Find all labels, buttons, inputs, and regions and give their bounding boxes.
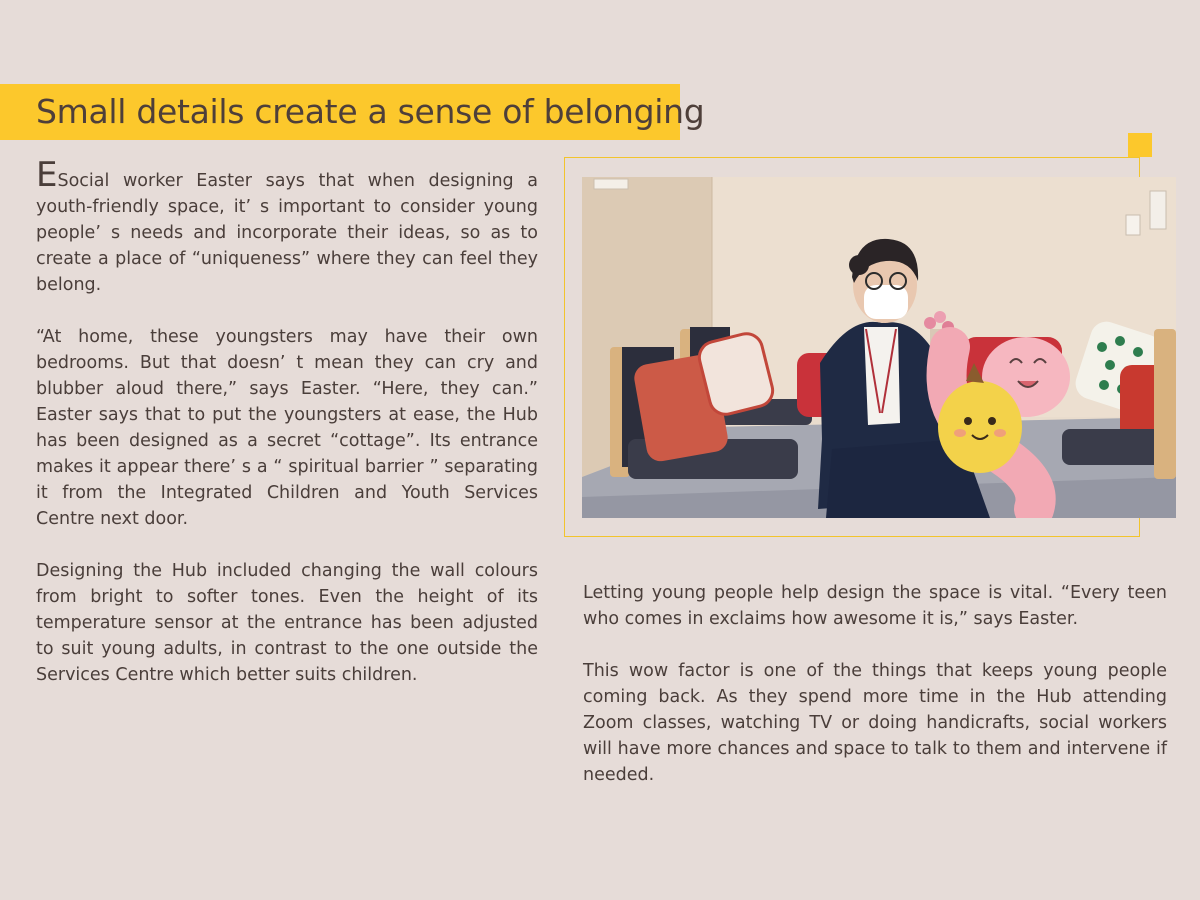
- accent-square: [1128, 133, 1152, 157]
- paragraph: Designing the Hub included changing the wall colours from bright to softer tones. Even the height of its temperature sensor at the entrance has been adjusted to suit young adults, in contrast to the one outside the Services Centre which better suits children.: [36, 561, 538, 685]
- paragraph-text: Social worker Easter says that when designing a youth-friendly space, it’ s important to consider young people’ s needs and incorporate their ideas, so as to create a place of “uniqueness” where they can feel they belong.: [36, 171, 538, 295]
- left-text-column: [36, 155, 538, 714]
- paragraph: Letting young people help design the space is vital. “Every teen who comes in exclaims how awesome it is,” says Easter.: [583, 583, 1167, 629]
- photo-social-worker-in-hub: [582, 177, 1176, 518]
- right-text-column: [583, 580, 1167, 814]
- section-heading: Small details create a sense of belonging: [36, 92, 705, 131]
- paragraph: This wow factor is one of the things that keeps young people coming back. As they spend more time in the Hub attending Zoom classes, watching TV or doing handicrafts, social workers will have more chances and space to talk to them and intervene if needed.: [583, 661, 1167, 785]
- drop-cap: E: [36, 155, 58, 195]
- paragraph: “At home, these youngsters may have their own bedrooms. But that doesn’ t mean they can cry and blubber aloud there,” says Easter. “Here, they can.” Easter says that to put the youngsters at ease, the Hub has been designed as a secret “cottage”. Its entrance makes it appear there’ s a “ spiritual barrier ” separating it from the Integrated Children and Youth Services Centre next door.: [36, 327, 538, 529]
- paragraph: [36, 155, 538, 298]
